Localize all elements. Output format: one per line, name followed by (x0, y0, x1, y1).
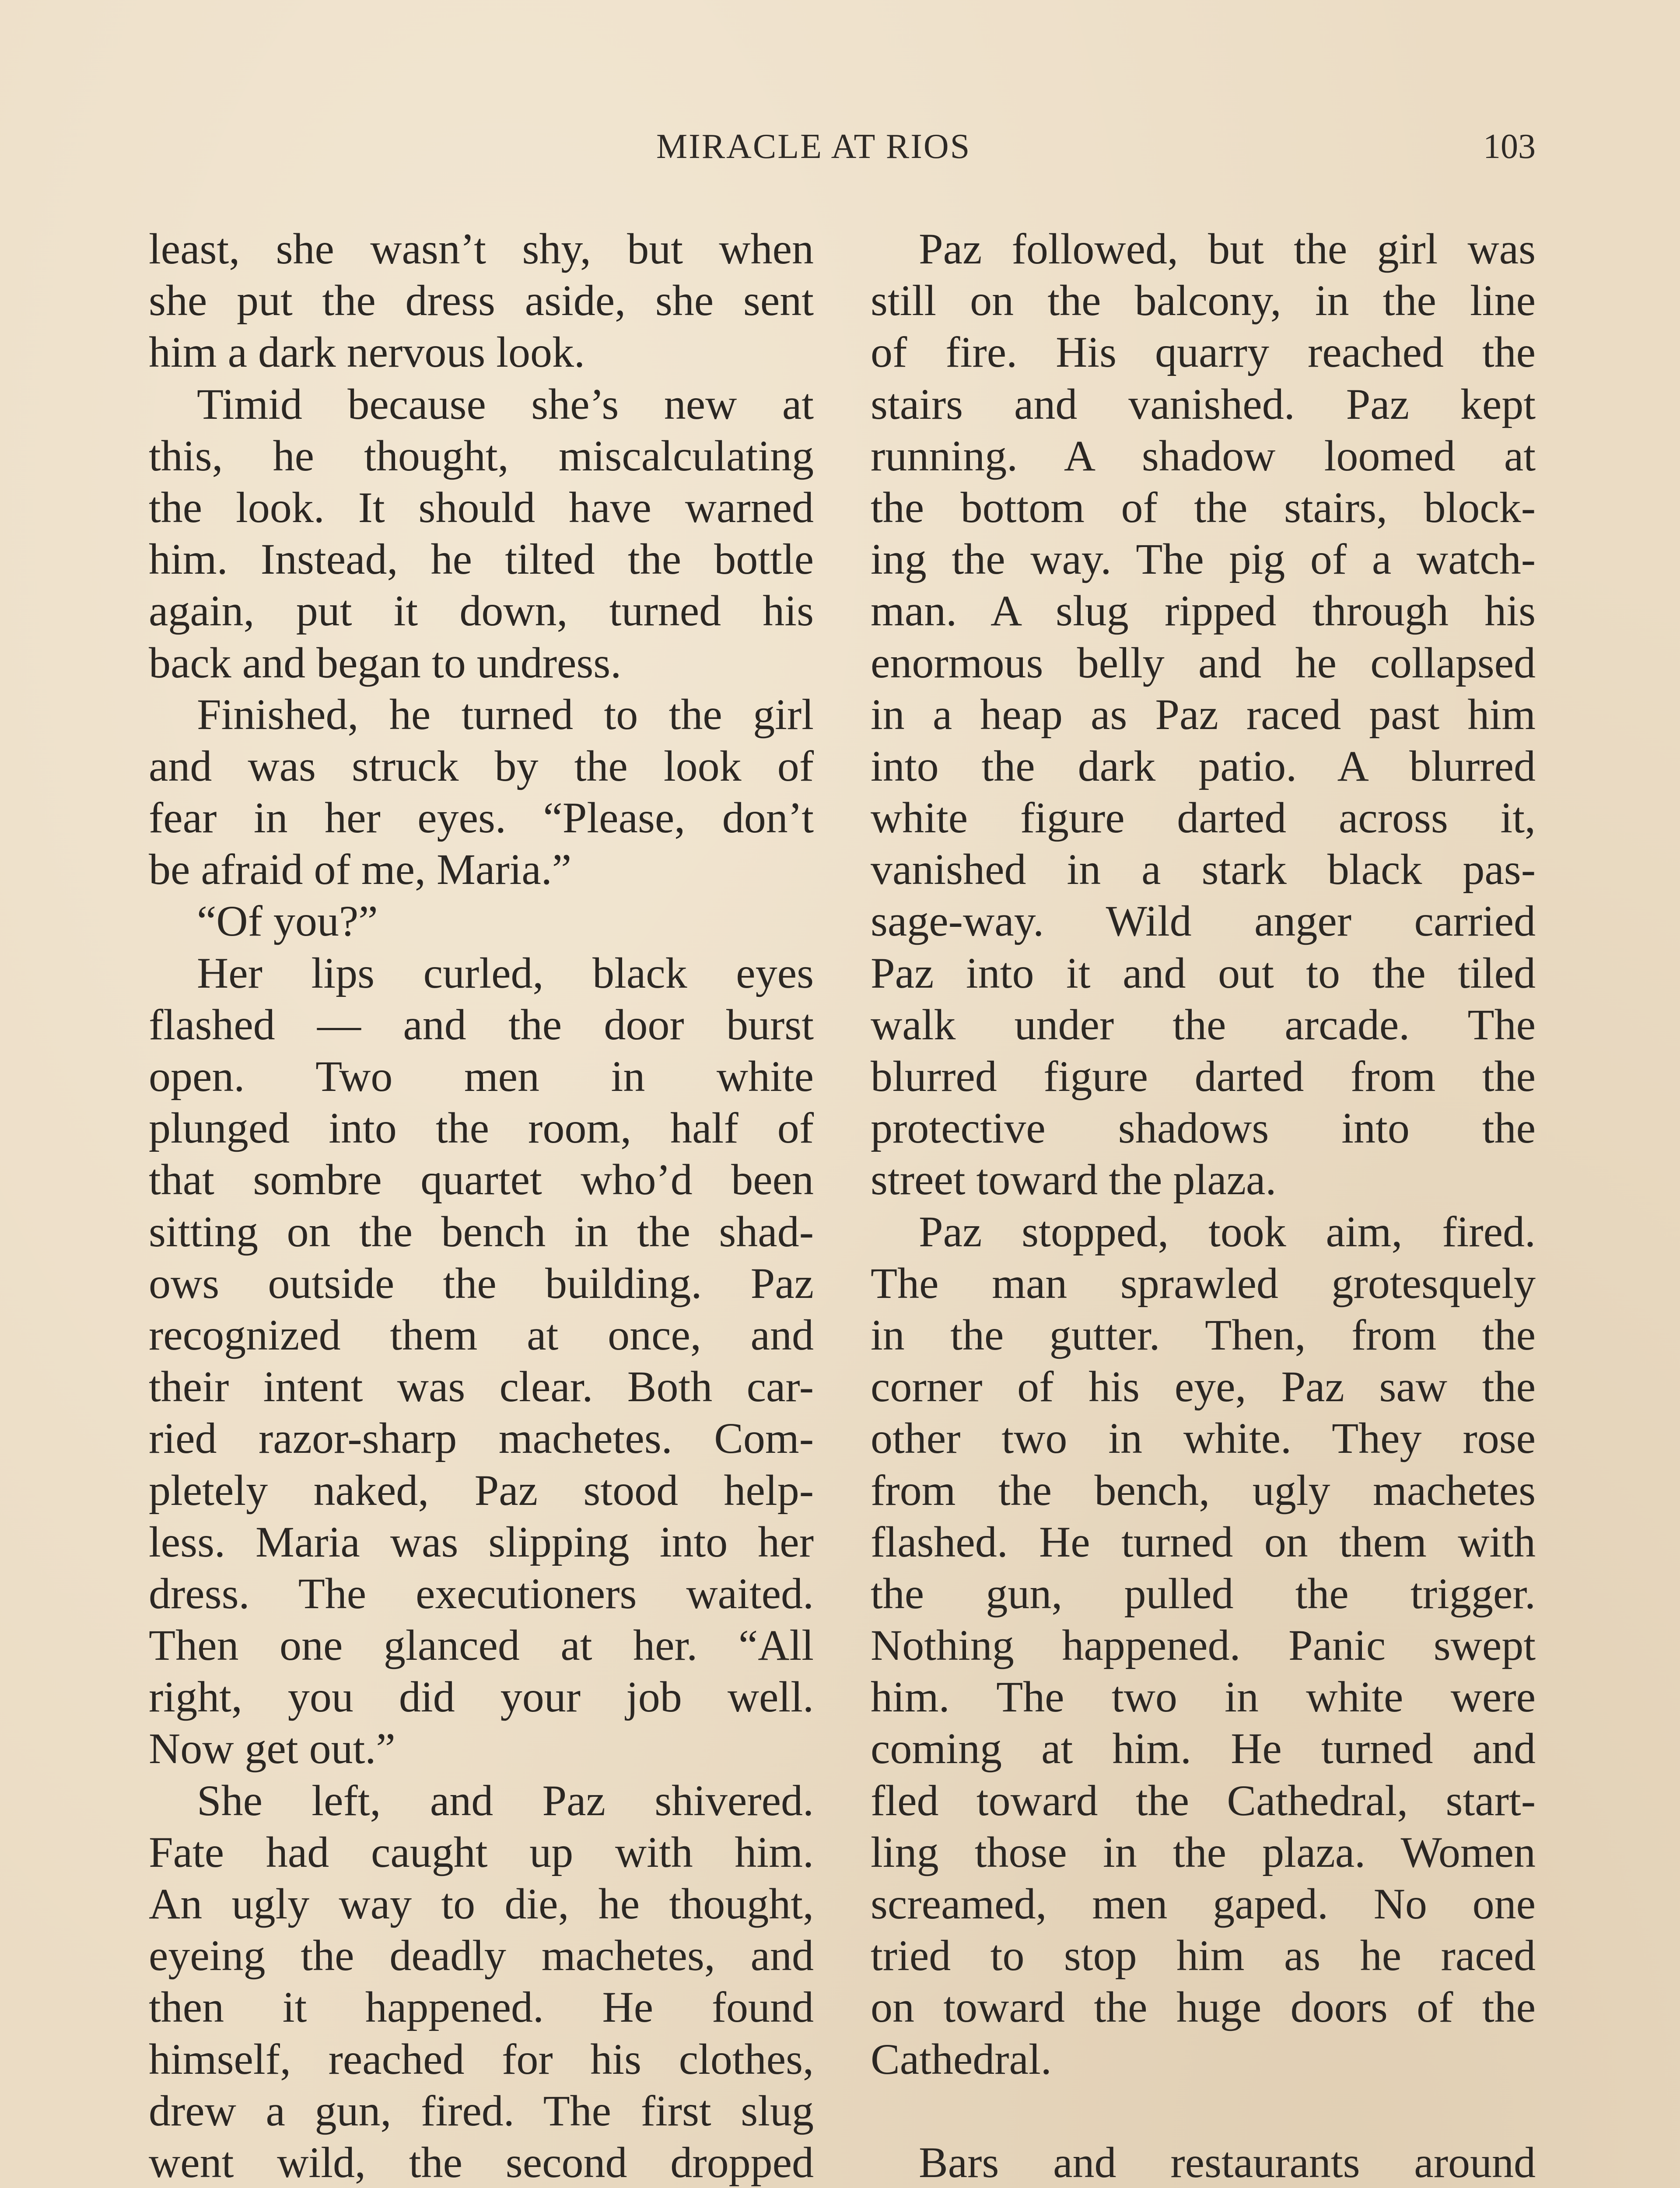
text-line: and was struck by the look of (149, 741, 814, 790)
text-line: him. The two in white were (871, 1673, 1536, 1722)
text-line: ows outside the building. Paz (149, 1259, 814, 1308)
text-line: An ugly way to die, he thought, (149, 1879, 814, 1928)
text-line: vanished in a stark black pas- (871, 845, 1536, 894)
text-line: street toward the plaza. (871, 1155, 1277, 1204)
text-line: ing the way. The pig of a watch- (871, 535, 1536, 584)
text-line: blurred figure darted from the (871, 1052, 1536, 1101)
text-line: the bottom of the stairs, block- (871, 483, 1536, 532)
page-number: 103 (1483, 127, 1536, 166)
text-line: Nothing happened. Panic swept (871, 1621, 1536, 1670)
text-line: she put the dress aside, she sent (149, 276, 814, 325)
text-line: Her lips curled, black eyes (197, 948, 814, 997)
section-break (871, 2085, 1536, 2137)
text-line: least, she wasn’t shy, but when (149, 224, 814, 273)
text-line: Paz into it and out to the tiled (871, 948, 1536, 997)
text-line: flashed. He turned on them with (871, 1517, 1536, 1566)
text-line: be afraid of me, Maria.” (149, 845, 572, 894)
text-line: walk under the arcade. The (871, 1000, 1536, 1049)
text-line: the look. It should have warned (149, 483, 814, 532)
right-text-column (871, 223, 1536, 2188)
text-line: plunged into the room, half of (149, 1104, 814, 1153)
text-line: stairs and vanished. Paz kept (871, 379, 1536, 428)
text-line: white figure darted across it, (871, 793, 1536, 842)
text-line: coming at him. He turned and (871, 1724, 1536, 1773)
text-line: other two in white. They rose (871, 1414, 1536, 1463)
text-line: flashed — and the door burst (149, 1000, 814, 1049)
text-line: open. Two men in white (149, 1052, 814, 1101)
text-line: on toward the huge doors of the (871, 1983, 1536, 2032)
text-line: again, put it down, turned his (149, 586, 814, 635)
text-line: ling those in the plaza. Women (871, 1827, 1536, 1876)
running-title: MIRACLE AT RIOS (656, 127, 971, 166)
text-line: still on the balcony, in the line (871, 276, 1536, 325)
text-line: went wild, the second dropped (149, 2138, 814, 2187)
text-line: their intent was clear. Both car- (149, 1362, 814, 1411)
text-line: recognized them at once, and (149, 1310, 814, 1359)
text-line: into the dark patio. A blurred (871, 741, 1536, 790)
text-line: eyeing the deadly machetes, and (149, 1931, 814, 1980)
text-line: Timid because she’s new at (197, 379, 814, 428)
text-line: that sombre quartet who’d been (149, 1155, 814, 1204)
text-line: Paz followed, but the girl was (919, 224, 1536, 273)
left-text-column (149, 223, 814, 2188)
text-line: dress. The executioners waited. (149, 1569, 814, 1618)
text-line: ried razor-sharp machetes. Com- (149, 1414, 814, 1463)
text-line: protective shadows into the (871, 1104, 1536, 1153)
text-line: drew a gun, fired. The first slug (149, 2086, 814, 2135)
text-line: from the bench, ugly machetes (871, 1466, 1536, 1515)
text-line: then it happened. He found (149, 1983, 814, 2032)
text-line: sitting on the bench in the shad- (149, 1207, 814, 1256)
text-line: “Of you?” (197, 897, 378, 946)
text-line: enormous belly and he collapsed (871, 638, 1536, 687)
text-line: fled toward the Cathedral, start- (871, 1776, 1536, 1825)
text-line: less. Maria was slipping into her (149, 1517, 814, 1566)
text-line: tried to stop him as he raced (871, 1931, 1536, 1980)
text-line: the gun, pulled the trigger. (871, 1569, 1536, 1618)
text-line: him a dark nervous look. (149, 328, 585, 377)
text-line: this, he thought, miscalculating (149, 431, 814, 480)
text-line: in the gutter. Then, from the (871, 1310, 1536, 1359)
text-line: him. Instead, he tilted the bottle (149, 535, 814, 584)
text-line: The man sprawled grotesquely (871, 1259, 1536, 1308)
text-line: Paz stopped, took aim, fired. (919, 1207, 1536, 1256)
text-line: man. A slug ripped through his (871, 586, 1536, 635)
text-line: Fate had caught up with him. (149, 1827, 814, 1876)
text-line: of fire. His quarry reached the (871, 328, 1536, 377)
text-line: She left, and Paz shivered. (197, 1776, 814, 1825)
text-line: right, you did your job well. (149, 1673, 814, 1722)
text-line: in a heap as Paz raced past him (871, 690, 1536, 739)
text-line: back and began to undress. (149, 638, 622, 687)
text-line: pletely naked, Paz stood help- (149, 1466, 814, 1515)
text-line: corner of his eye, Paz saw the (871, 1362, 1536, 1411)
text-line: sage-way. Wild anger carried (871, 897, 1536, 946)
text-line: Now get out.” (149, 1724, 396, 1773)
text-line: running. A shadow loomed at (871, 431, 1536, 480)
text-line: Bars and restaurants around (919, 2138, 1536, 2187)
text-line: himself, reached for his clothes, (149, 2034, 814, 2083)
text-line: Finished, he turned to the girl (197, 690, 814, 739)
text-line: Then one glanced at her. “All (149, 1621, 814, 1670)
text-line: fear in her eyes. “Please, don’t (149, 793, 814, 842)
text-line: screamed, men gaped. No one (871, 1879, 1536, 1928)
text-line: Cathedral. (871, 2034, 1052, 2083)
